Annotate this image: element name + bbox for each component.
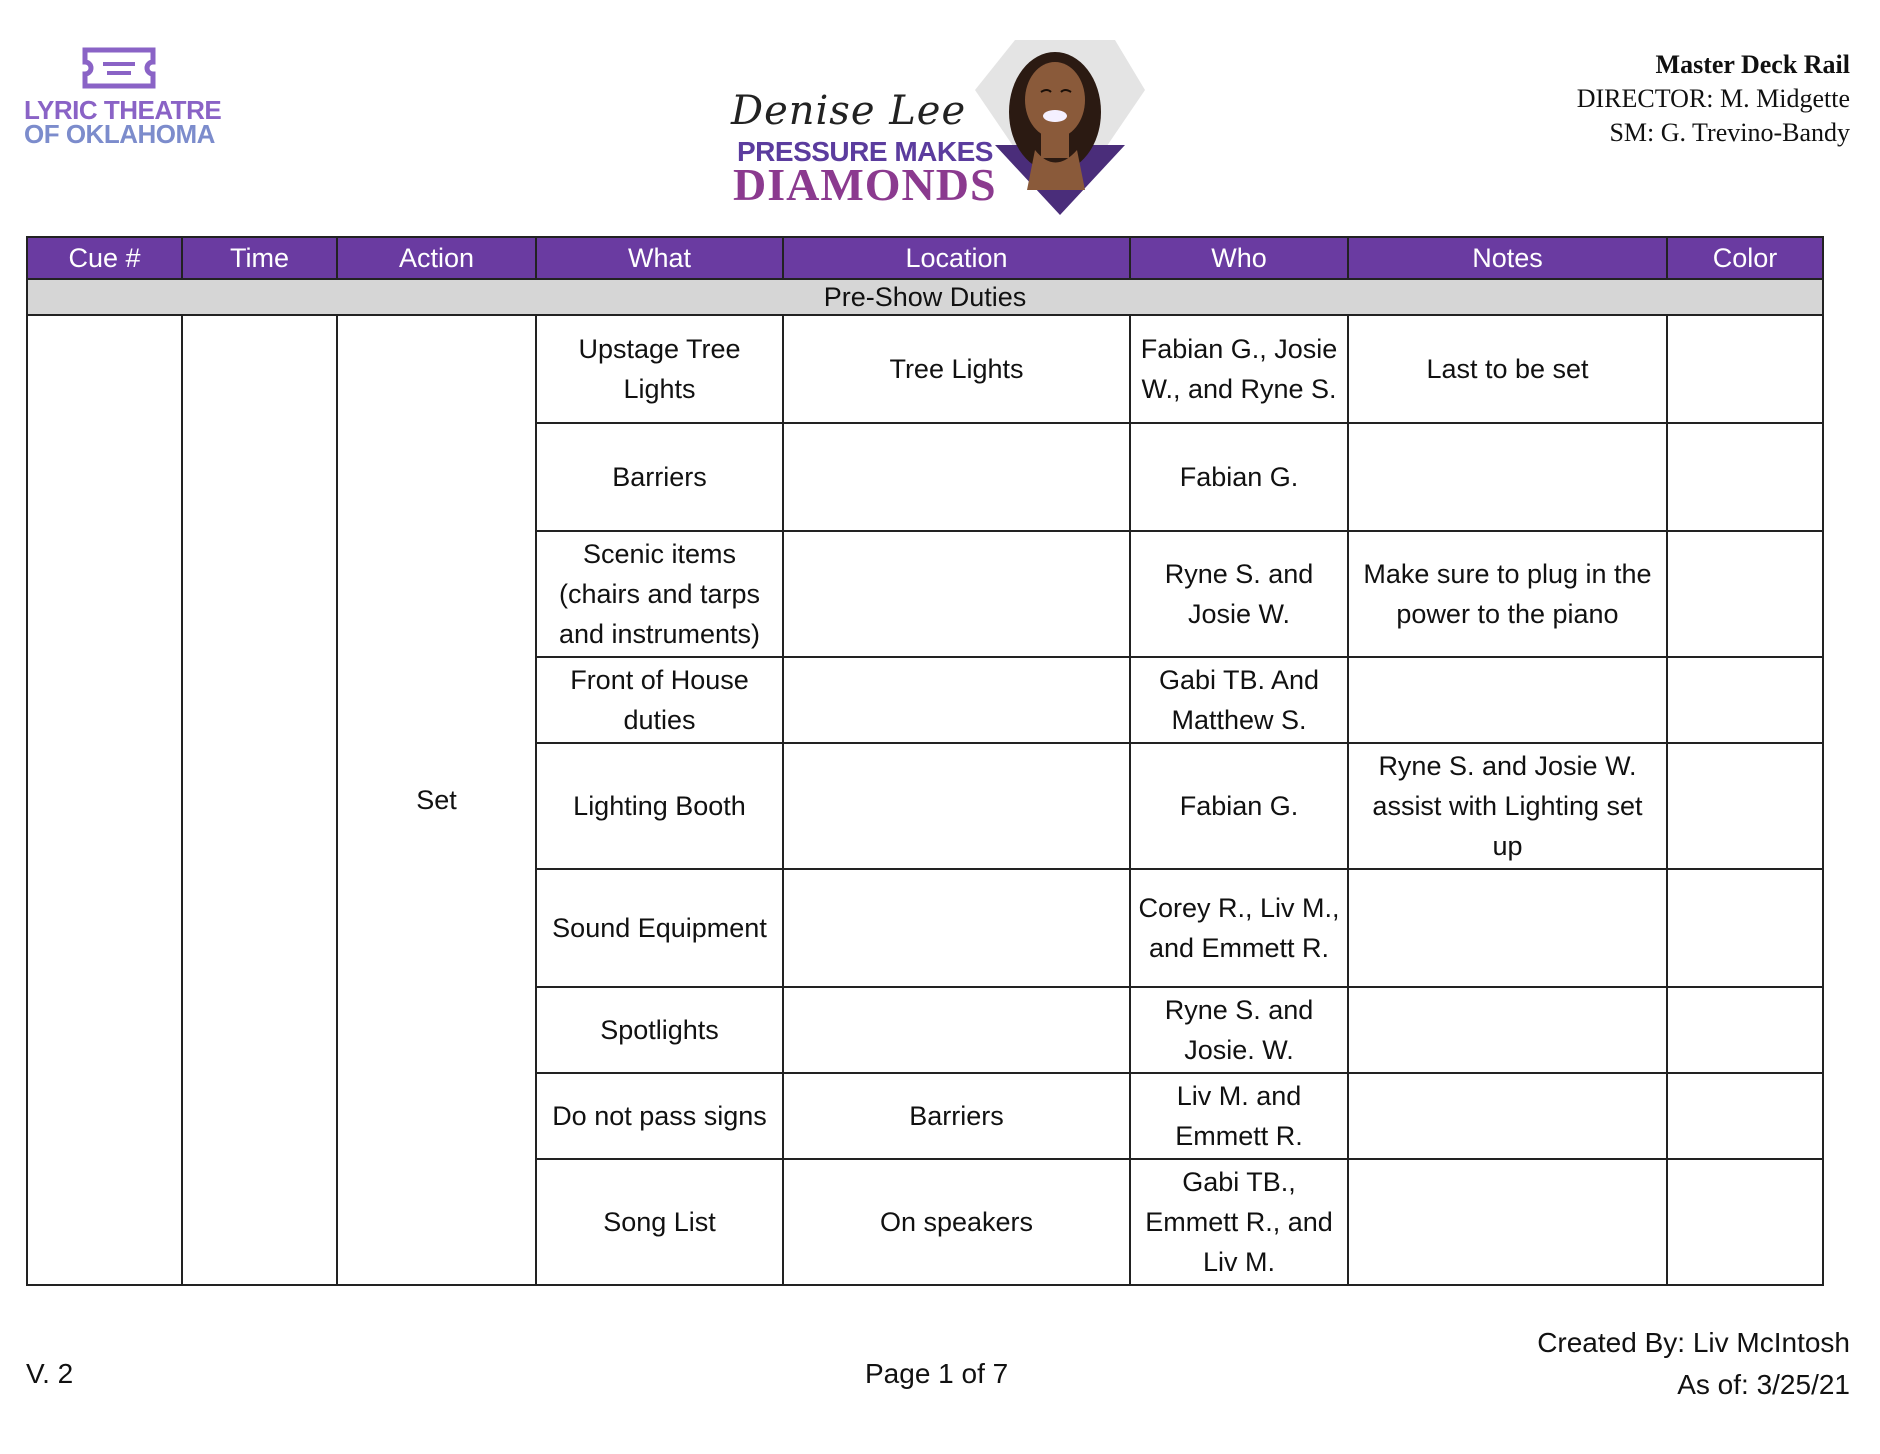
as-of-date: As of: 3/25/21 (1677, 1369, 1850, 1400)
who-cell: Fabian G. (1130, 423, 1348, 531)
what-cell: Spotlights (536, 987, 783, 1073)
who-cell: Ryne S. and Josie. W. (1130, 987, 1348, 1073)
color-cell (1667, 657, 1823, 743)
org-logo-line2: OF OKLAHOMA (24, 119, 215, 149)
who-cell: Ryne S. and Josie W. (1130, 531, 1348, 657)
notes-cell (1348, 1073, 1667, 1159)
color-cell (1667, 315, 1823, 423)
what-cell: Song List (536, 1159, 783, 1285)
what-cell: Scenic items (chairs and tarps and instruments) (536, 531, 783, 657)
document-header-info (1577, 48, 1850, 150)
notes-cell: Ryne S. and Josie W. assist with Lighting set up (1348, 743, 1667, 869)
location-cell (783, 869, 1130, 987)
column-header-color: Color (1667, 237, 1823, 279)
location-cell: Barriers (783, 1073, 1130, 1159)
what-cell: Lighting Booth (536, 743, 783, 869)
who-cell: Fabian G., Josie W., and Ryne S. (1130, 315, 1348, 423)
created-info (1537, 1322, 1850, 1406)
show-title: DIAMONDS (733, 159, 997, 210)
who-cell: Gabi TB., Emmett R., and Liv M. (1130, 1159, 1348, 1285)
column-header-location: Location (783, 237, 1130, 279)
color-cell (1667, 743, 1823, 869)
column-header-time: Time (182, 237, 337, 279)
color-cell (1667, 1073, 1823, 1159)
color-cell (1667, 423, 1823, 531)
section-row (27, 279, 1823, 315)
table-header-row (27, 237, 1823, 279)
show-signature: Denise Lee (731, 88, 967, 134)
notes-cell (1348, 1159, 1667, 1285)
what-cell: Barriers (536, 423, 783, 531)
lyric-theatre-logo (24, 46, 224, 156)
what-cell: Upstage Tree Lights (536, 315, 783, 423)
notes-cell (1348, 423, 1667, 531)
version-label: V. 2 (26, 1358, 74, 1389)
location-cell (783, 423, 1130, 531)
what-cell: Do not pass signs (536, 1073, 783, 1159)
column-header-what: What (536, 237, 783, 279)
notes-cell (1348, 987, 1667, 1073)
cue-number-cell (27, 315, 182, 1285)
column-header-cue: Cue # (27, 237, 182, 279)
location-cell: On speakers (783, 1159, 1130, 1285)
what-cell: Sound Equipment (536, 869, 783, 987)
notes-cell (1348, 657, 1667, 743)
time-cell (182, 315, 337, 1285)
show-logo (725, 40, 1155, 220)
who-cell: Liv M. and Emmett R. (1130, 1073, 1348, 1159)
stage-manager-line: SM: G. Trevino-Bandy (1609, 118, 1850, 147)
notes-cell: Make sure to plug in the power to the piano (1348, 531, 1667, 657)
color-cell (1667, 1159, 1823, 1285)
who-cell: Gabi TB. And Matthew S. (1130, 657, 1348, 743)
column-header-notes: Notes (1348, 237, 1667, 279)
cue-table (26, 236, 1824, 1286)
table-row (27, 315, 1823, 423)
document-title: Master Deck Rail (1655, 50, 1850, 79)
location-cell (783, 657, 1130, 743)
color-cell (1667, 869, 1823, 987)
who-cell: Fabian G. (1130, 743, 1348, 869)
location-cell (783, 743, 1130, 869)
page-number: Page 1 of 7 (865, 1358, 1009, 1389)
section-title: Pre-Show Duties (27, 279, 1823, 315)
column-header-action: Action (337, 237, 536, 279)
director-line: DIRECTOR: M. Midgette (1576, 84, 1850, 113)
performer-portrait-icon (975, 40, 1145, 220)
show-subtitle: PRESSURE MAKES (737, 136, 993, 167)
who-cell: Corey R., Liv M., and Emmett R. (1130, 869, 1348, 987)
color-cell (1667, 987, 1823, 1073)
created-by: Created By: Liv McIntosh (1537, 1327, 1850, 1358)
location-cell (783, 531, 1130, 657)
location-cell: Tree Lights (783, 315, 1130, 423)
ticket-icon (81, 46, 157, 90)
what-cell: Front of House duties (536, 657, 783, 743)
org-logo-line1: LYRIC THEATRE (24, 95, 222, 125)
color-cell (1667, 531, 1823, 657)
notes-cell (1348, 869, 1667, 987)
column-header-who: Who (1130, 237, 1348, 279)
location-cell (783, 987, 1130, 1073)
action-cell: Set (337, 315, 536, 1285)
notes-cell: Last to be set (1348, 315, 1667, 423)
